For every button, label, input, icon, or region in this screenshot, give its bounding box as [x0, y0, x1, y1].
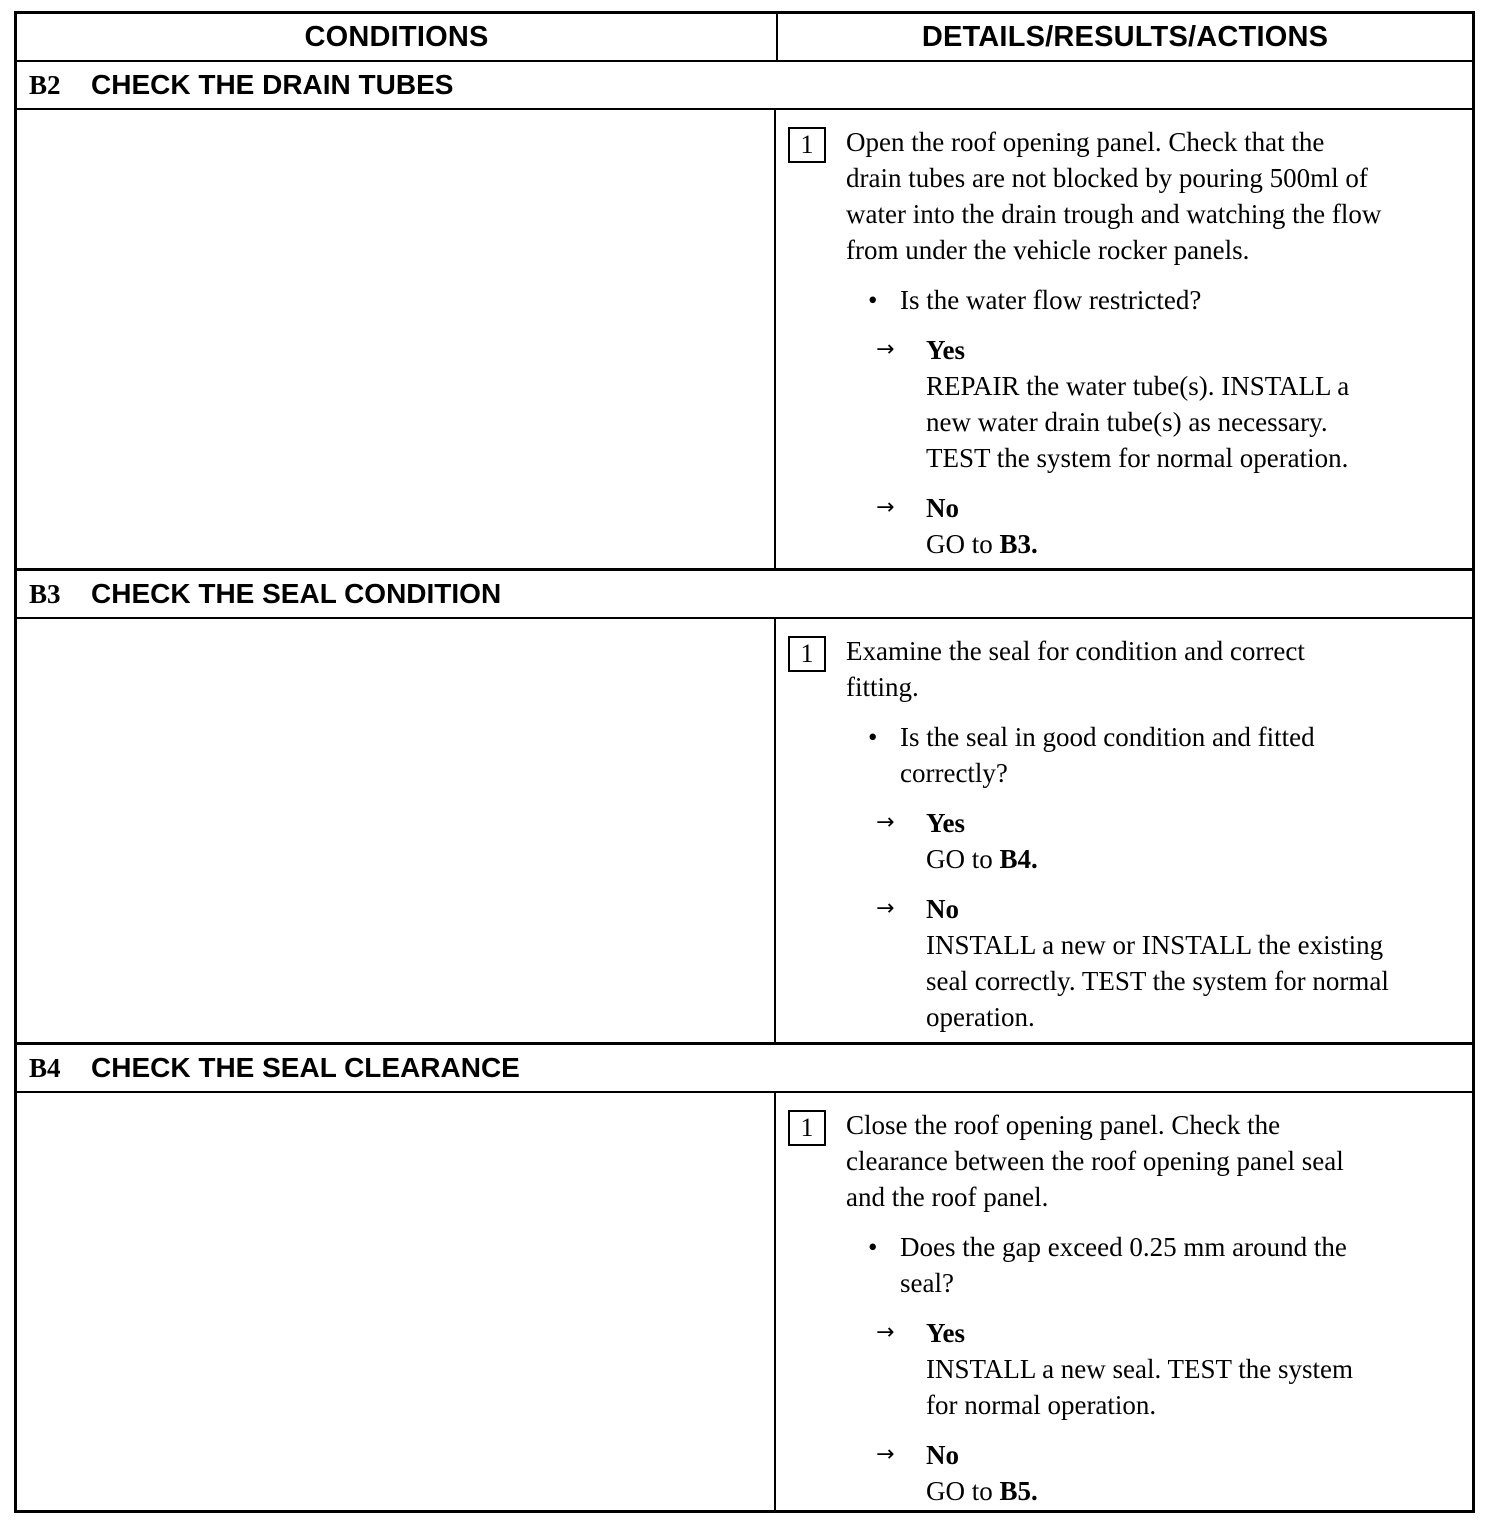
action-line: TEST the system for normal operation.: [926, 443, 1349, 473]
answer-label: Yes: [926, 335, 965, 365]
answer-yes: [876, 805, 1460, 877]
question-line: Is the seal in good condition and fitted: [900, 722, 1315, 752]
answer-yes: [876, 1315, 1460, 1423]
instruction-text: [846, 1107, 1460, 1215]
arrow-right-icon: →: [876, 896, 895, 921]
instruction-text: [846, 124, 1460, 268]
question: [868, 719, 1460, 791]
details-cell: [776, 1093, 1472, 1510]
goto-ref: B5.: [999, 1476, 1038, 1506]
action-line: REPAIR the water tube(s). INSTALL a: [926, 371, 1350, 401]
step-b4-title-row: [17, 1045, 1472, 1093]
goto-prefix: GO to: [926, 844, 1000, 874]
step-number-box: 1: [788, 636, 826, 672]
instruction-line: fitting.: [846, 672, 919, 702]
diagnostic-table: [14, 11, 1475, 1513]
step-b2-title-row: [17, 62, 1472, 110]
instruction-line: clearance between the roof opening panel seal: [846, 1146, 1344, 1176]
arrow-right-icon: →: [876, 337, 895, 362]
action-line: INSTALL a new seal. TEST the system: [926, 1354, 1354, 1384]
action-line: new water drain tube(s) as necessary.: [926, 407, 1328, 437]
conditions-header: CONDITIONS: [17, 14, 778, 60]
conditions-cell: [17, 619, 776, 1042]
answer-no: [876, 1437, 1460, 1509]
answer-no: [876, 891, 1460, 1035]
instruction-line: and the roof panel.: [846, 1182, 1049, 1212]
step-b3-title-row: [17, 571, 1472, 619]
goto-ref: B3.: [999, 529, 1038, 559]
action-line: INSTALL a new or INSTALL the existing: [926, 930, 1384, 960]
arrow-right-icon: →: [876, 810, 895, 835]
answer-label: Yes: [926, 1318, 965, 1348]
step-b4-body: [17, 1093, 1472, 1510]
step-code: B2: [29, 69, 61, 100]
step-title: CHECK THE DRAIN TUBES: [91, 69, 454, 100]
instruction-line: drain tubes are not blocked by pouring 500ml of: [846, 163, 1368, 193]
step-b3-body: [17, 619, 1472, 1045]
step-code: B3: [29, 578, 61, 609]
question: [868, 282, 1460, 318]
answer-label: No: [926, 894, 959, 924]
step-code: B4: [29, 1052, 61, 1083]
answer-label: No: [926, 1440, 959, 1470]
step-number-box: 1: [788, 127, 826, 163]
instruction-line: Open the roof opening panel. Check that the: [846, 127, 1325, 157]
step-b2-body: [17, 110, 1472, 571]
instruction-line: water into the drain trough and watching the flow: [846, 199, 1382, 229]
table-header: [17, 14, 1472, 62]
goto-ref: B4.: [999, 844, 1038, 874]
question-line: Does the gap exceed 0.25 mm around the: [900, 1232, 1347, 1262]
details-header: DETAILS/RESULTS/ACTIONS: [921, 20, 1329, 53]
instruction-text: [846, 633, 1460, 705]
arrow-right-icon: →: [876, 1320, 895, 1345]
bullet-icon: •: [868, 722, 878, 752]
question: [868, 1229, 1460, 1301]
step-title: CHECK THE SEAL CLEARANCE: [91, 1052, 520, 1083]
question-line: seal?: [900, 1268, 954, 1298]
answer-label: No: [926, 493, 959, 523]
bullet-icon: •: [868, 1232, 878, 1262]
arrow-right-icon: →: [876, 495, 895, 520]
details-cell: [776, 110, 1472, 568]
step-title: CHECK THE SEAL CONDITION: [91, 578, 502, 609]
action-line: [926, 841, 1038, 877]
question-line: Is the water flow restricted?: [900, 285, 1202, 315]
goto-prefix: GO to: [926, 529, 1000, 559]
action-line: [926, 526, 1038, 562]
conditions-cell: [17, 1093, 776, 1510]
action-line: [926, 1473, 1038, 1509]
question-line: correctly?: [900, 758, 1008, 788]
goto-prefix: GO to: [926, 1476, 1000, 1506]
bullet-icon: •: [868, 285, 878, 315]
details-cell: [776, 619, 1472, 1042]
arrow-right-icon: →: [876, 1442, 895, 1467]
instruction-line: Close the roof opening panel. Check the: [846, 1110, 1281, 1140]
answer-no: [876, 490, 1460, 562]
conditions-cell: [17, 110, 776, 568]
answer-yes: [876, 332, 1460, 476]
instruction-line: from under the vehicle rocker panels.: [846, 235, 1250, 265]
action-line: seal correctly. TEST the system for normal: [926, 966, 1389, 996]
action-line: for normal operation.: [926, 1390, 1157, 1420]
step-number-box: 1: [788, 1110, 826, 1146]
answer-label: Yes: [926, 808, 965, 838]
instruction-line: Examine the seal for condition and correct: [846, 636, 1305, 666]
action-line: operation.: [926, 1002, 1035, 1032]
